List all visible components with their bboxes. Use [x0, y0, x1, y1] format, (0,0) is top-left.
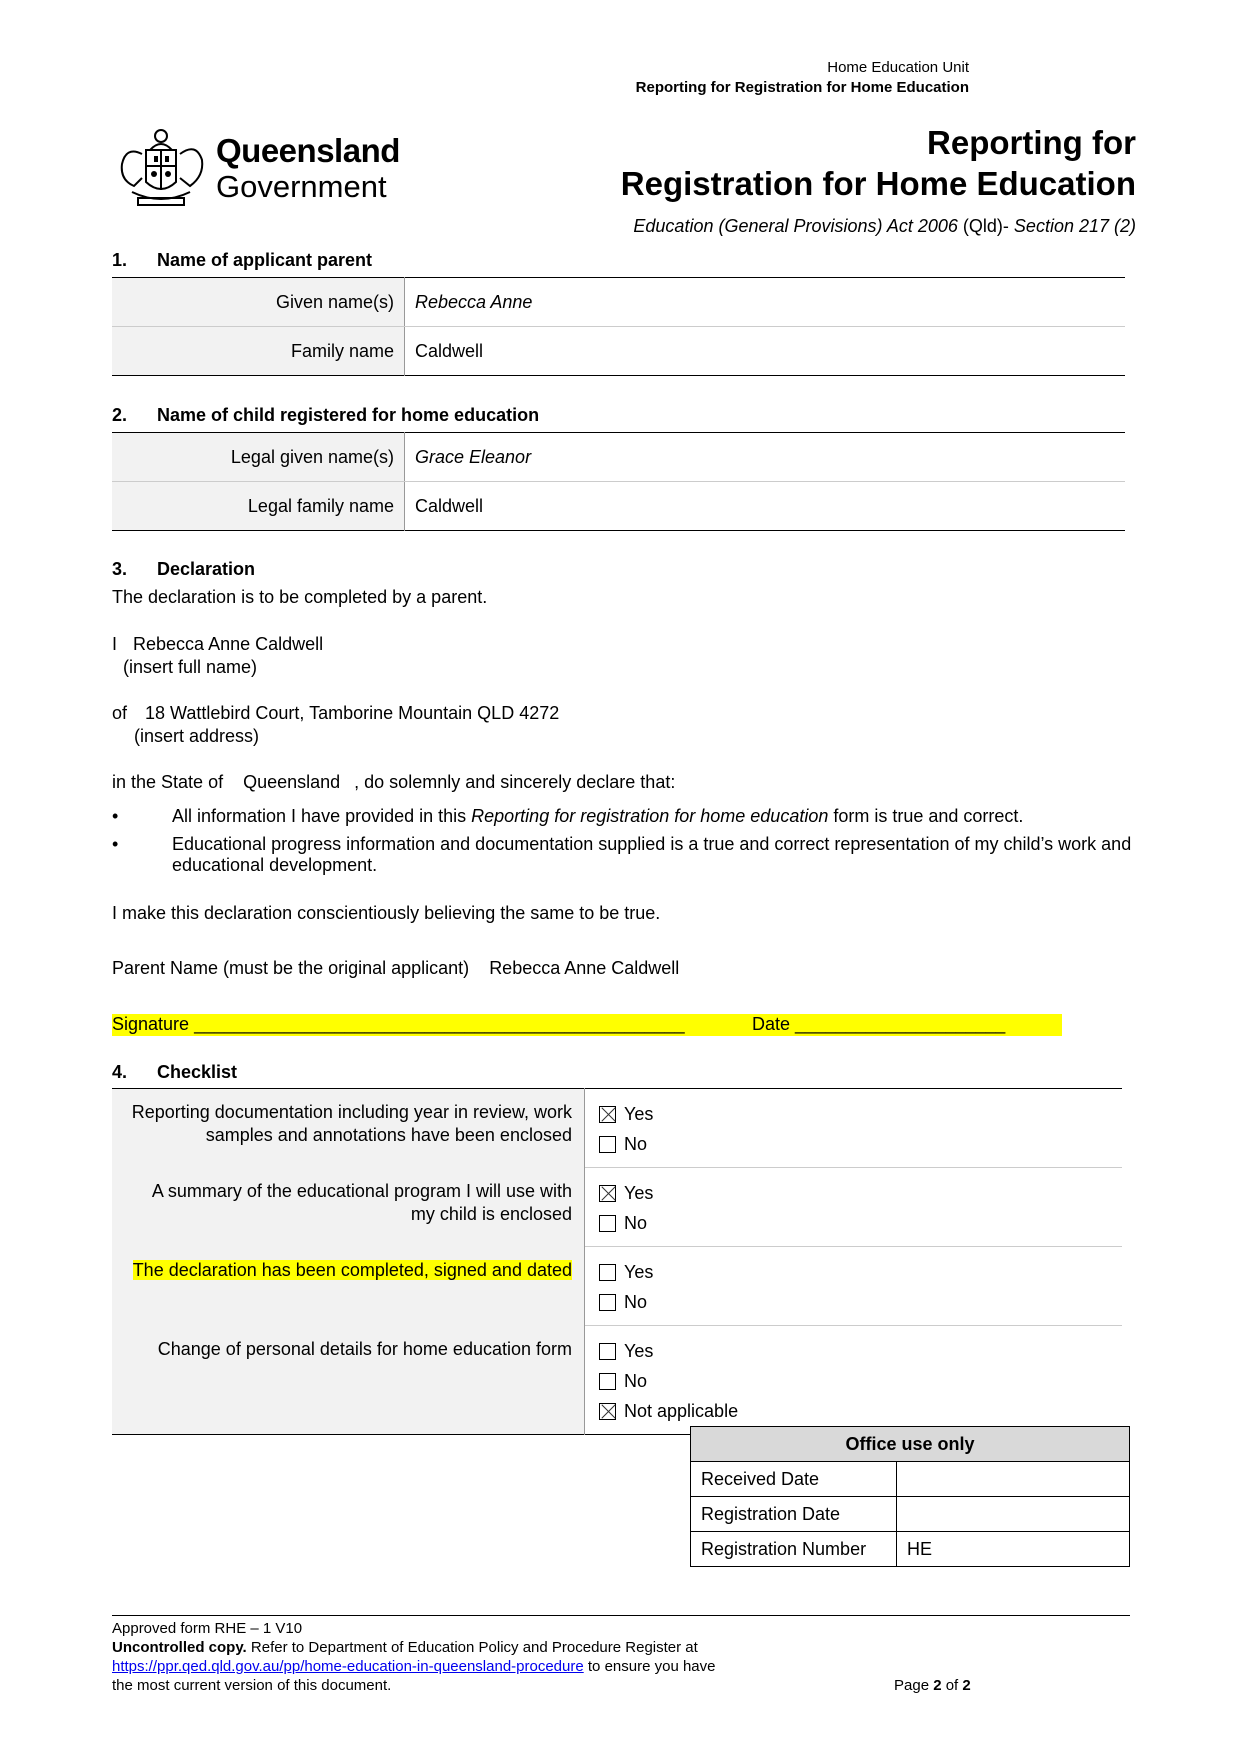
page-title-line2: Registration for Home Education	[620, 165, 1136, 202]
checkbox-unchecked-icon[interactable]	[599, 1373, 616, 1390]
child-given-name-field[interactable]: Grace Eleanor	[405, 433, 1126, 482]
section2-number: 2.	[112, 405, 128, 425]
policy-register-link[interactable]: https://ppr.qed.qld.gov.au/pp/home-education-in-queensland-procedure	[112, 1658, 584, 1675]
declaration-question-highlight: The declaration has been completed, signed and dated	[132, 1259, 572, 1280]
declarant-state[interactable]: Queensland	[243, 772, 341, 792]
i-prefix: I	[112, 634, 118, 654]
option-label: Yes	[624, 1104, 654, 1124]
full-name-line	[112, 634, 323, 655]
checklist-answers-3	[585, 1247, 1123, 1326]
checklist-answers-1	[585, 1089, 1123, 1168]
section1-number: 1.	[112, 250, 128, 270]
belief-statement: I make this declaration conscientiously believing the same to be true.	[112, 903, 661, 923]
page-total: 2	[962, 1677, 971, 1694]
act-qld: (Qld)-	[957, 216, 1014, 236]
logo-queensland-text: Queensland	[216, 132, 400, 169]
footer-link-line	[112, 1658, 715, 1675]
section3-number: 3.	[112, 559, 128, 579]
checklist-4-na-option[interactable]	[599, 1396, 1108, 1426]
office-use-heading: Office use only	[691, 1427, 1130, 1462]
option-label: No	[624, 1371, 648, 1391]
option-label: Not applicable	[624, 1401, 739, 1421]
checkbox-checked-icon[interactable]	[599, 1403, 616, 1420]
section1-heading	[112, 250, 372, 271]
section2-heading	[112, 405, 539, 426]
checklist-question-3	[112, 1247, 585, 1326]
footer-link-suffix: to ensure you have	[583, 1658, 716, 1675]
page-number	[894, 1677, 971, 1694]
bullet-icon: •	[112, 806, 119, 826]
registration-number-field[interactable]: HE	[897, 1532, 1130, 1567]
footer-divider	[112, 1615, 1130, 1616]
signature-label: Signature	[112, 1014, 190, 1034]
page-current: 2	[933, 1677, 942, 1694]
checklist-1-no-option[interactable]	[599, 1129, 1108, 1159]
page-mid: of	[941, 1677, 963, 1694]
checklist-answers-2	[585, 1168, 1123, 1247]
legal-given-name-label: Legal given name(s)	[112, 433, 405, 482]
date-label: Date	[752, 1014, 791, 1034]
header-subtitle: Reporting for Registration for Home Education	[635, 79, 969, 96]
state-prefix: in the State of	[112, 772, 224, 792]
footer-form-id: Approved form RHE – 1 V10	[112, 1620, 303, 1637]
checklist-question-4: Change of personal details for home education form	[112, 1326, 585, 1435]
registration-date-label: Registration Date	[691, 1497, 897, 1532]
checklist-answers-4	[585, 1326, 1123, 1435]
checklist-3-no-option[interactable]	[599, 1287, 1108, 1317]
section1-title: Name of applicant parent	[157, 250, 373, 270]
address-hint: (insert address)	[134, 726, 260, 746]
footer-uncontrolled-text: Refer to Department of Education Policy and Procedure Register at	[246, 1639, 698, 1656]
received-date-field[interactable]	[897, 1462, 1130, 1497]
state-suffix: , do solemnly and sincerely declare that:	[354, 772, 676, 792]
checkbox-checked-icon[interactable]	[599, 1106, 616, 1123]
bullet-icon: •	[112, 834, 119, 854]
declarant-address[interactable]: 18 Wattlebird Court, Tamborine Mountain QLD 4272	[145, 703, 560, 723]
checklist-1-yes-option[interactable]	[599, 1099, 1108, 1129]
footer-last-line: the most current version of this document.	[112, 1677, 392, 1694]
declaration-bullet-2	[112, 834, 1142, 882]
bullet1-text-a: All information I have provided in this	[172, 806, 472, 826]
date-line[interactable]	[702, 1014, 1062, 1036]
given-name-label: Given name(s)	[112, 278, 405, 327]
option-label: Yes	[624, 1341, 654, 1361]
option-label: Yes	[624, 1262, 654, 1282]
footer-uncontrolled-bold: Uncontrolled copy.	[112, 1639, 247, 1656]
address-line	[112, 703, 559, 724]
checkbox-unchecked-icon[interactable]	[599, 1136, 616, 1153]
registration-number-label: Registration Number	[691, 1532, 897, 1567]
bullet2-text: Educational progress information and documentation supplied is a true and correct representation of my child’s work and educational development.	[172, 834, 1132, 875]
of-prefix: of	[112, 703, 128, 723]
received-date-label: Received Date	[691, 1462, 897, 1497]
section3-heading	[112, 559, 255, 580]
checklist-4-yes-option[interactable]	[599, 1336, 1108, 1366]
option-label: No	[624, 1213, 648, 1233]
section3-title: Declaration	[157, 559, 256, 579]
signature-line[interactable]	[112, 1014, 702, 1036]
header-unit: Home Education Unit	[827, 59, 969, 76]
applicant-parent-table	[112, 277, 1125, 376]
bullet1-text-b: form is true and correct.	[828, 806, 1024, 826]
declaration-bullet-1	[112, 806, 1142, 830]
checklist-2-yes-option[interactable]	[599, 1178, 1108, 1208]
checklist-3-yes-option[interactable]	[599, 1257, 1108, 1287]
declarant-full-name[interactable]: Rebecca Anne Caldwell	[133, 634, 324, 654]
registration-date-field[interactable]	[897, 1497, 1130, 1532]
checklist-2-no-option[interactable]	[599, 1208, 1108, 1238]
checkbox-unchecked-icon[interactable]	[599, 1264, 616, 1281]
office-use-table	[690, 1426, 1130, 1567]
option-label: No	[624, 1292, 648, 1312]
parent-family-name-field[interactable]: Caldwell	[415, 340, 484, 361]
checklist-question-2: A summary of the educational program I will use with my child is enclosed	[112, 1168, 585, 1247]
declaration-intro: The declaration is to be completed by a parent.	[112, 587, 488, 607]
footer-uncontrolled	[112, 1639, 698, 1656]
full-name-hint: (insert full name)	[123, 657, 258, 677]
parent-name-value[interactable]: Rebecca Anne Caldwell	[489, 958, 680, 978]
section4-heading	[112, 1062, 237, 1083]
parent-name-line	[112, 958, 679, 979]
section4-number: 4.	[112, 1062, 128, 1082]
logo-government-text: Government	[216, 169, 387, 204]
child-name-table	[112, 432, 1125, 531]
queensland-government-logo	[112, 120, 400, 212]
checklist-table	[112, 1088, 1122, 1435]
checklist-4-no-option[interactable]	[599, 1366, 1108, 1396]
signature-underline: _________________________________________________	[194, 1014, 685, 1034]
act-name: Education (General Provisions) Act 2006	[633, 216, 958, 236]
date-underline: _____________________	[795, 1014, 1006, 1034]
act-reference	[633, 216, 1136, 237]
state-line	[112, 772, 675, 793]
child-family-name-field[interactable]: Caldwell	[415, 495, 484, 516]
checkbox-checked-icon[interactable]	[599, 1185, 616, 1202]
page-prefix: Page	[894, 1677, 934, 1694]
checklist-question-1: Reporting documentation including year in review, work samples and annotations have been enclosed	[112, 1089, 585, 1168]
option-label: No	[624, 1134, 648, 1154]
bullet1-form-name: Reporting for registration for home education	[471, 806, 829, 826]
page-title-line1: Reporting for	[927, 124, 1136, 161]
checkbox-unchecked-icon[interactable]	[599, 1215, 616, 1232]
section2-title: Name of child registered for home education	[157, 405, 540, 425]
legal-family-name-label: Legal family name	[112, 482, 405, 531]
checkbox-unchecked-icon[interactable]	[599, 1343, 616, 1360]
coat-of-arms-icon	[112, 120, 210, 212]
act-section: Section 217 (2)	[1013, 216, 1136, 236]
parent-given-name-field[interactable]: Rebecca Anne	[405, 278, 1126, 327]
option-label: Yes	[624, 1183, 654, 1203]
family-name-label: Family name	[112, 327, 405, 376]
parent-name-label: Parent Name (must be the original applicant)	[112, 958, 470, 978]
section4-title: Checklist	[157, 1062, 238, 1082]
checkbox-unchecked-icon[interactable]	[599, 1294, 616, 1311]
